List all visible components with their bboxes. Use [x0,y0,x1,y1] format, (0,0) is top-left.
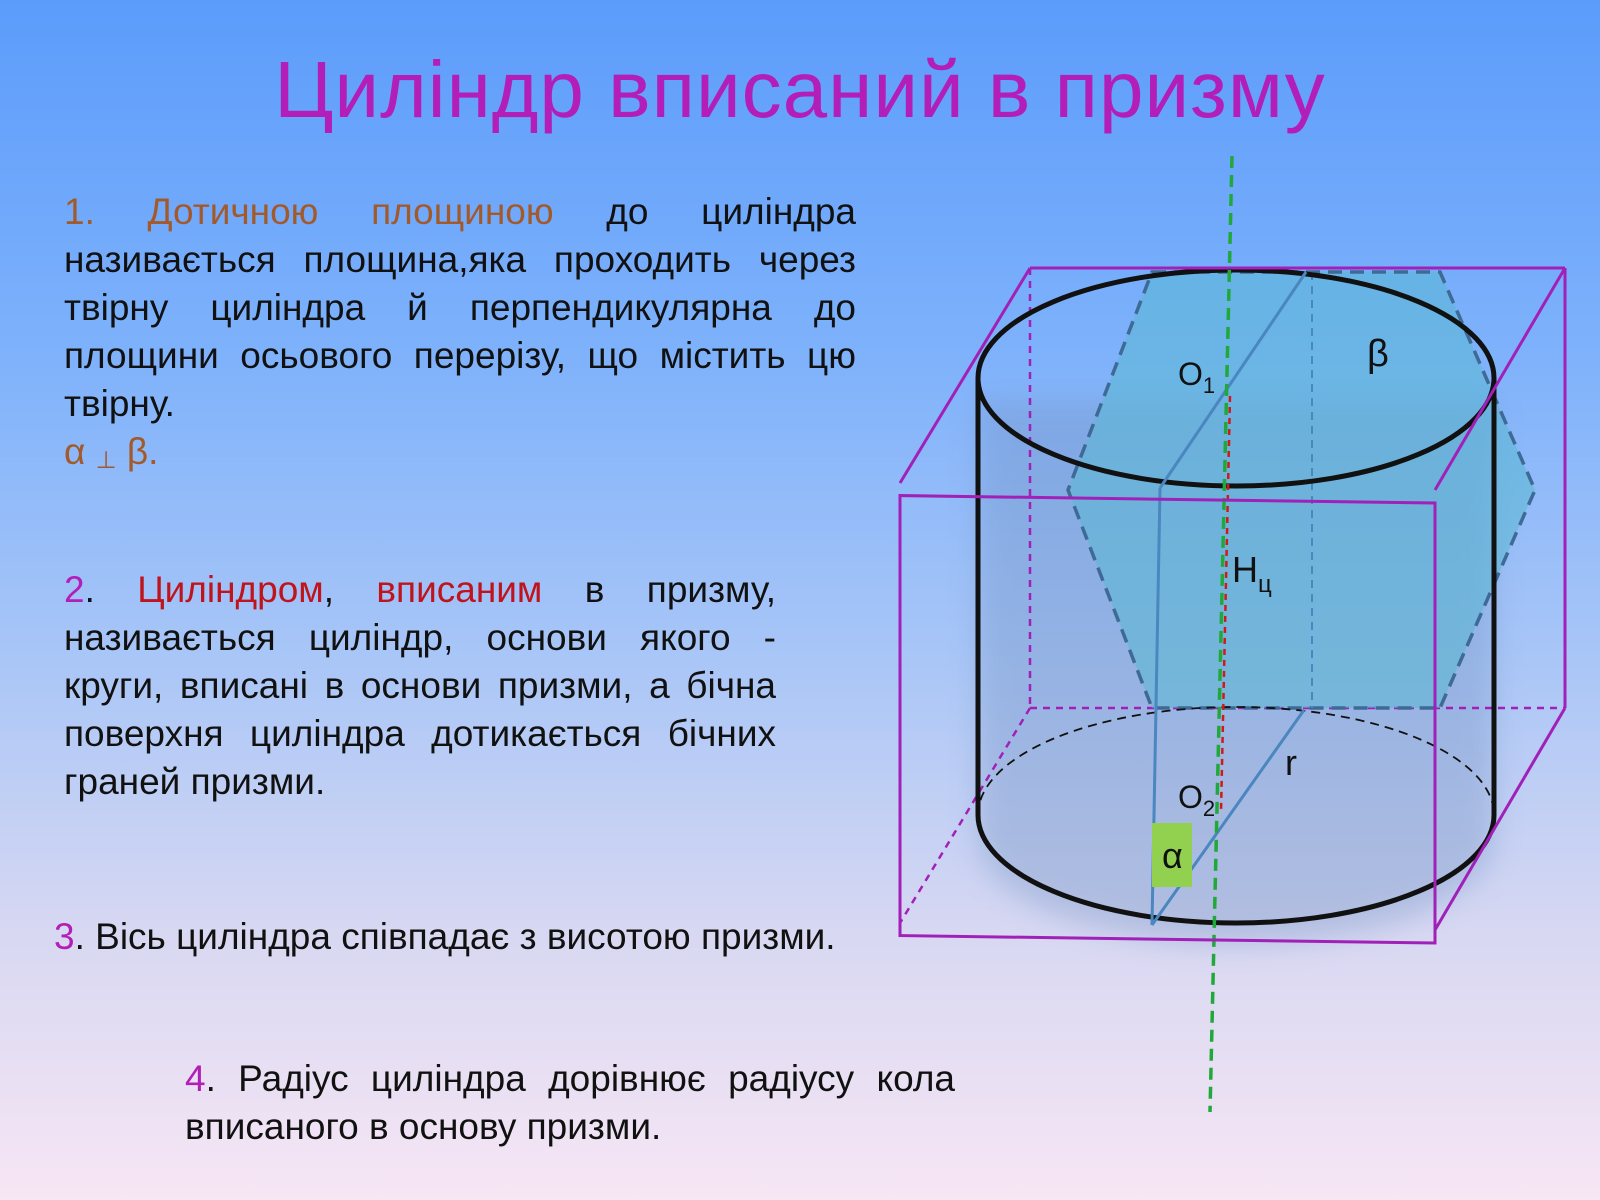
p3-text: . Вісь циліндра співпадає з висотою призми. [74,916,836,957]
p2-comma: , [323,569,334,610]
label-alpha: α [1162,835,1183,876]
p2-number: 2 [64,569,85,610]
label-o1: $O_1$ [1178,356,1216,398]
p2-text: в призму, називається циліндр, основи якого - круги, вписані в основи призми, а бічна поверхня циліндра дотикається бічних граней призми. [64,569,776,802]
label-height: $H_ц$ [1232,549,1272,598]
label-beta: β [1367,333,1389,375]
perpendicular-icon: ⊥ [95,447,117,474]
p1-formula-beta: β. [126,431,159,472]
p1-number: 1. [64,191,95,232]
p2-term2: вписаним [376,569,543,610]
slide-title: Циліндр вписаний в призму [274,45,1326,134]
hexagon-plane-beta [1068,272,1535,708]
p1-text: до циліндра називається площина,яка проходить через твірну циліндра й перпендикулярна до площини осьового перерізу, що містить цю твірну. [64,191,856,424]
label-radius: r [1285,742,1297,783]
p2-dot: . [84,569,95,610]
p1-term: Дотичною площиною [147,191,554,232]
p3-number: 3 [54,916,75,957]
p4-text: . Радіус циліндра дорівнює радіусу кола вписаного в основу призми. [185,1058,955,1147]
label-o2: $O_2$ [1178,779,1216,821]
p4-number: 4 [185,1058,206,1099]
p2-term1: Циліндром [137,569,324,610]
p1-formula-alpha: α [64,431,86,472]
